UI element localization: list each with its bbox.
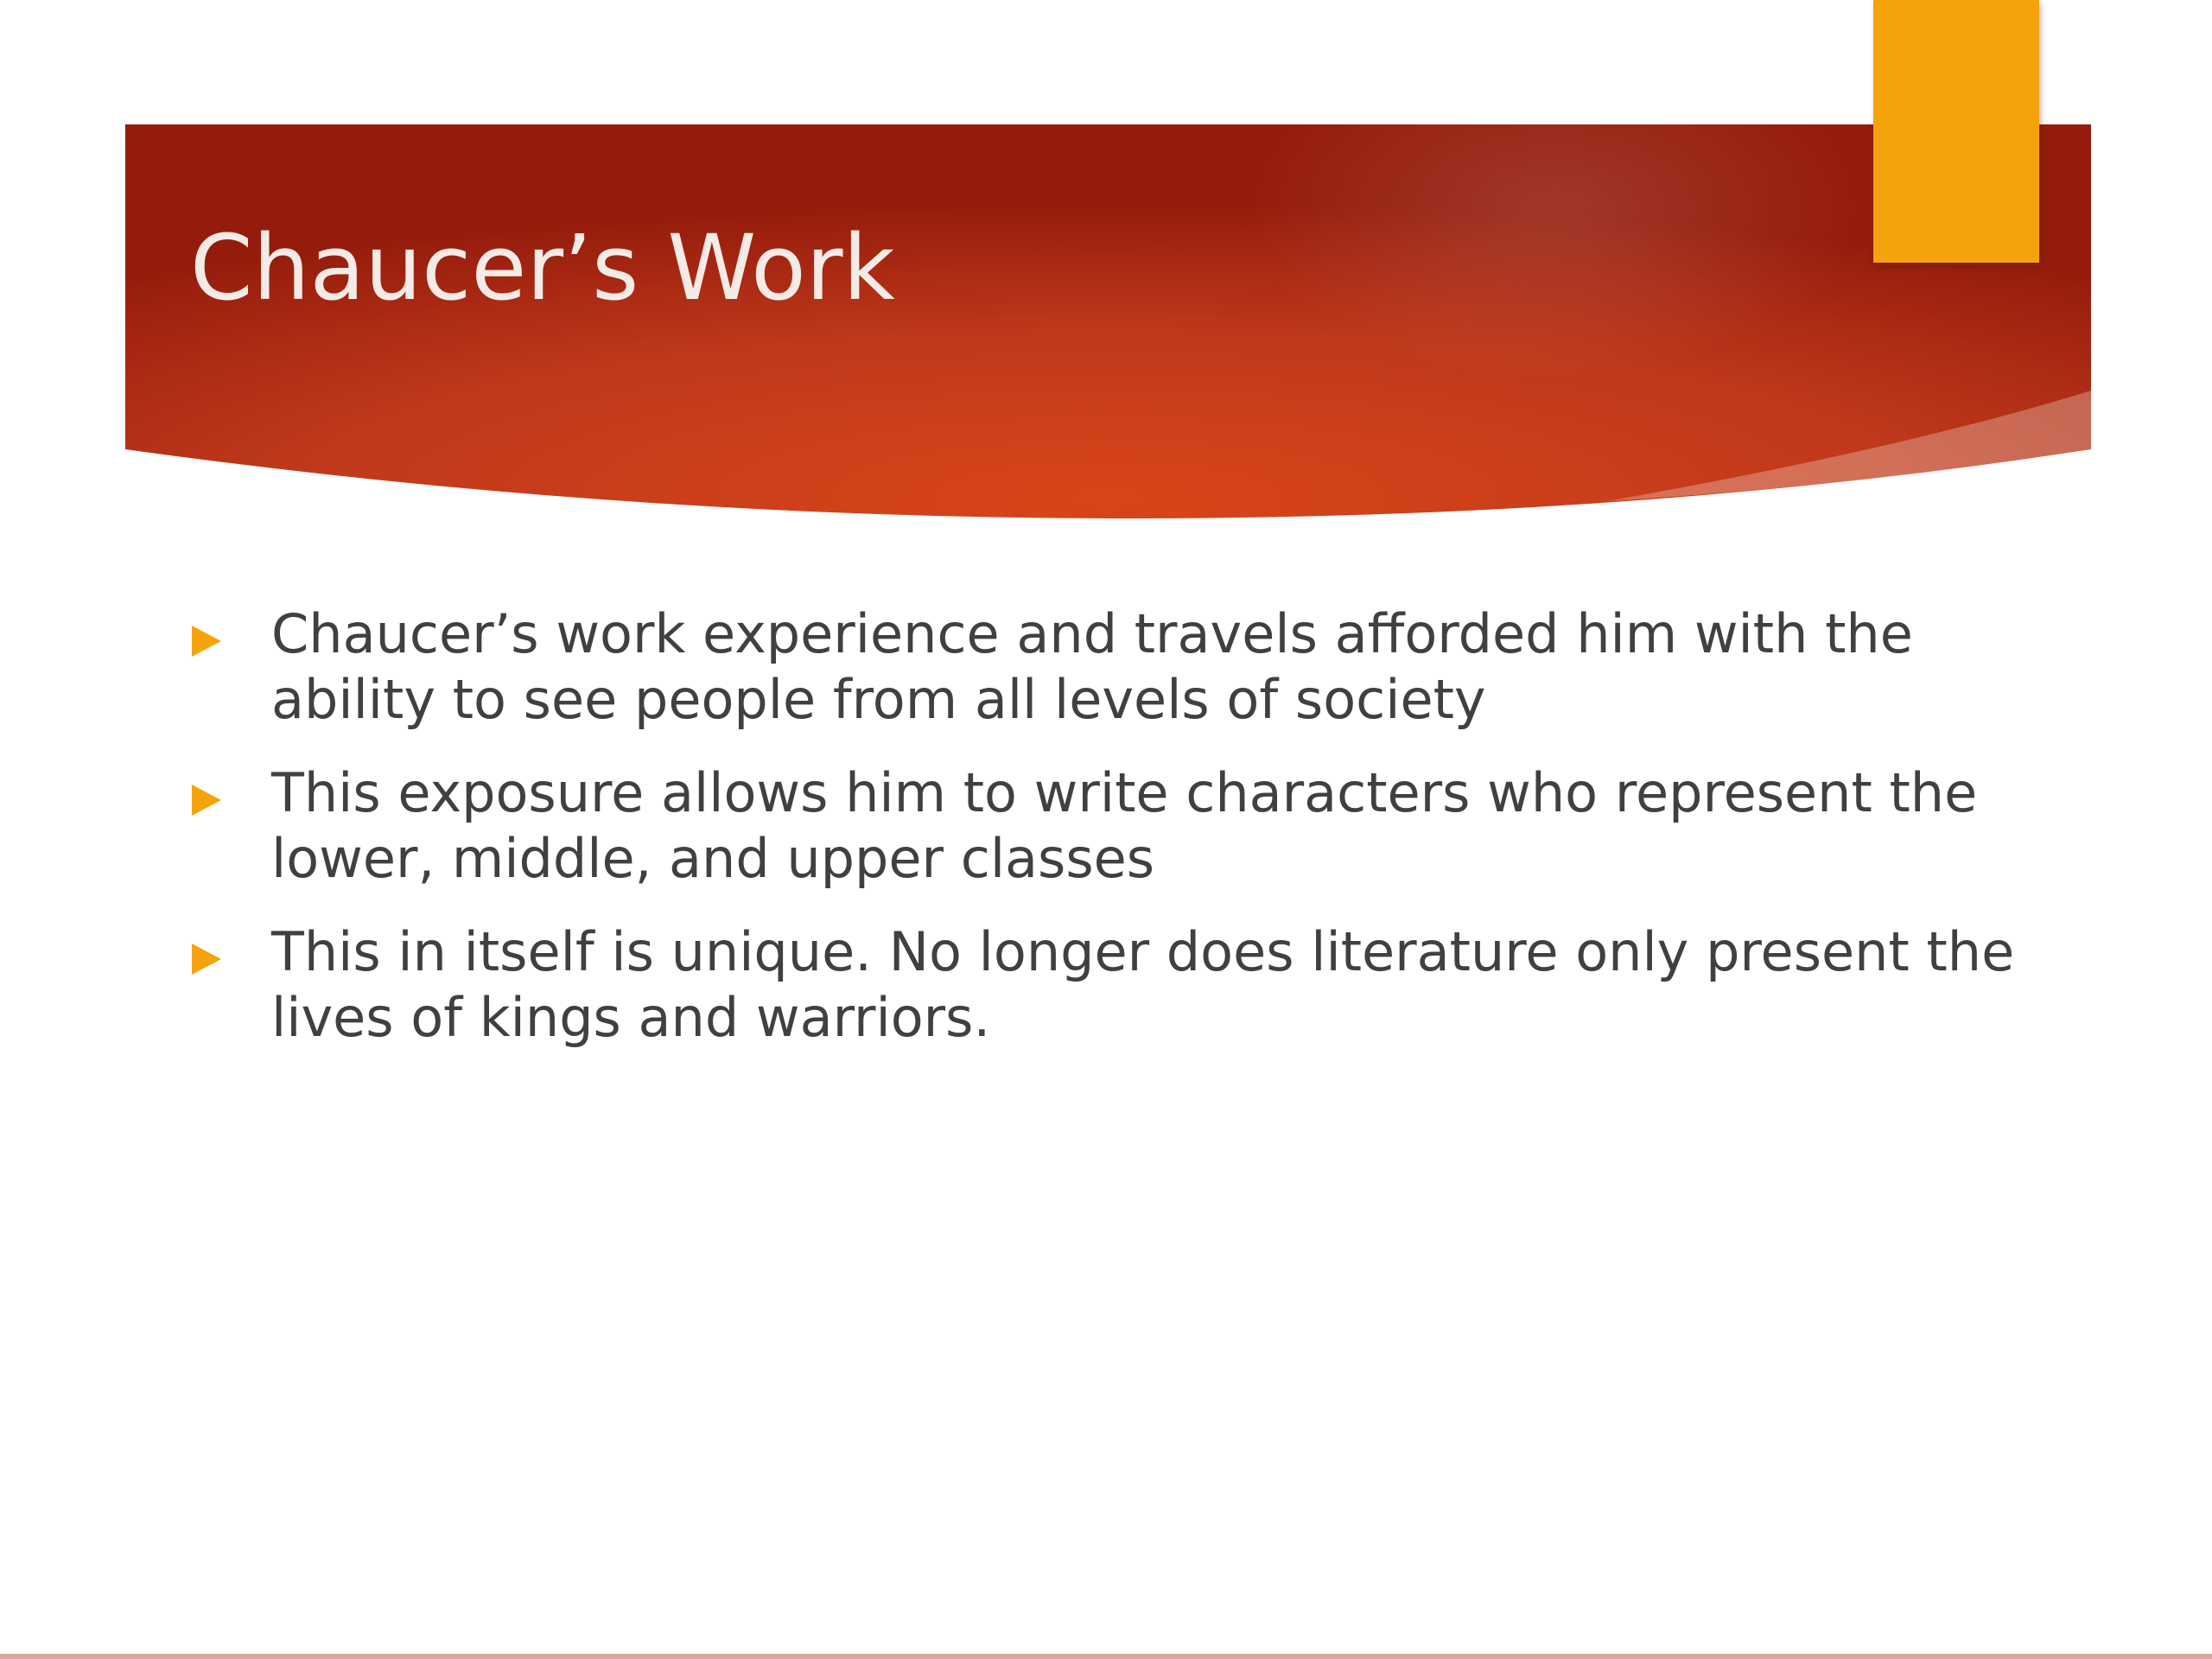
bullet-text: This exposure allows him to write characters who represent the lower, middle, and upper classes — [271, 761, 1978, 890]
slide-title: Chaucer’s Work — [190, 215, 895, 321]
bullet-item — [188, 601, 2055, 733]
bullet-text: This in itself is unique. No longer does literature only present the lives of kings and warriors. — [271, 920, 2015, 1049]
bullet-list — [188, 601, 2055, 1078]
bullet-item — [188, 919, 2055, 1051]
triangle-bullet-icon — [192, 626, 221, 657]
bookmark-tab — [1873, 0, 2039, 263]
bottom-rule — [0, 1654, 2212, 1659]
bullet-text: Chaucer’s work experience and travels afforded him with the ability to see people from all levels of society — [271, 602, 1913, 731]
bullet-item — [188, 760, 2055, 892]
triangle-bullet-icon — [192, 944, 221, 975]
triangle-bullet-icon — [192, 785, 221, 816]
